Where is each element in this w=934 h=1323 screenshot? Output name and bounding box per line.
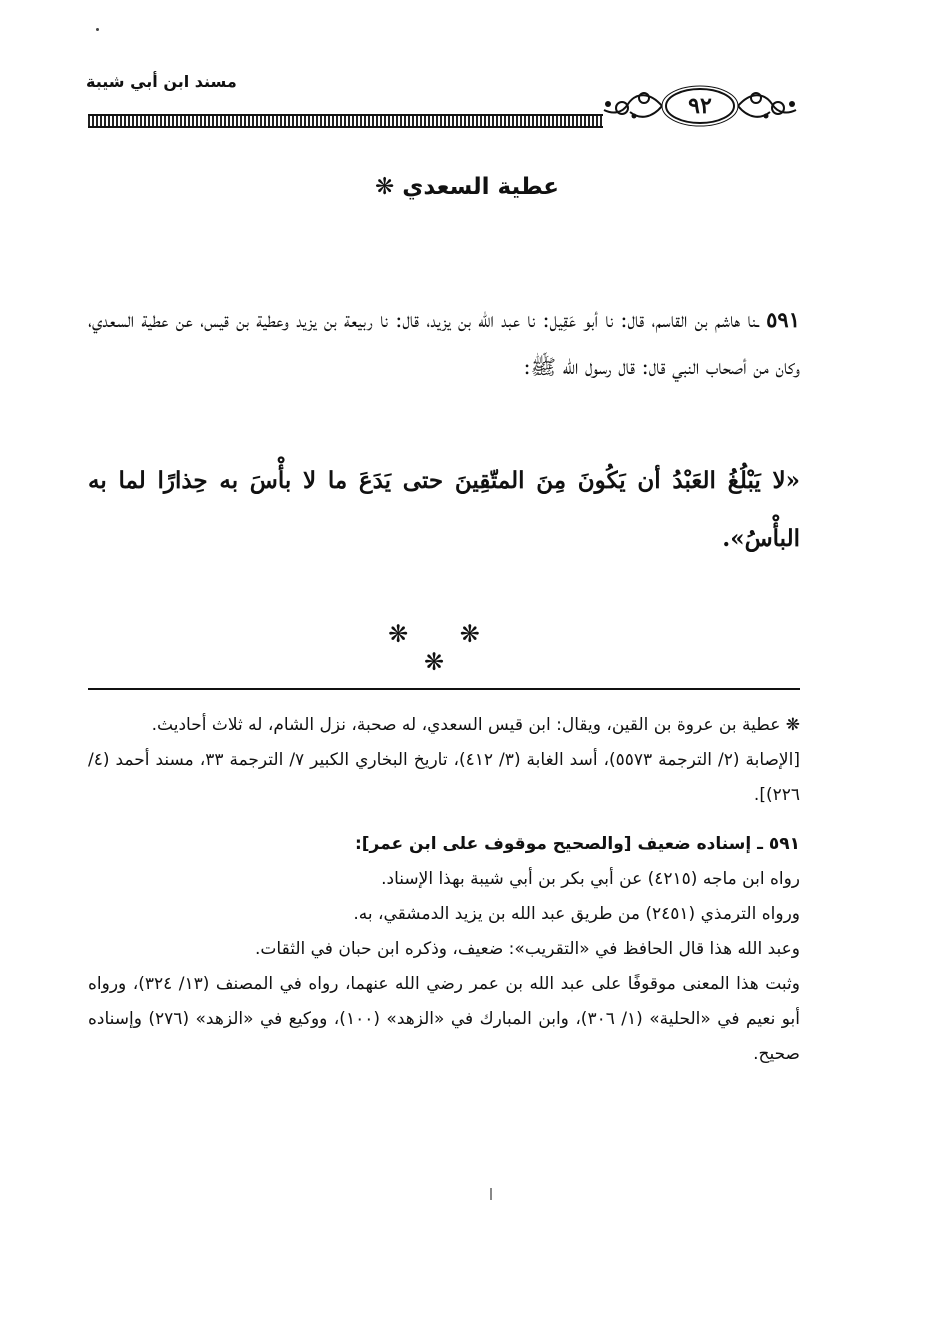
hadith-isnad-paragraph — [88, 296, 800, 391]
footnote-takhrij-title: ٥٩١ ـ إسناده ضعيف [والصحيح موقوف على ابن عمر]: — [354, 834, 800, 854]
hadith-number: ٥٩١ — [766, 307, 800, 332]
footnotes — [88, 708, 800, 1072]
scan-speck — [96, 28, 99, 31]
footnote-line: وثبت هذا المعنى موقوفًا على عبد الله بن عمر رضي الله عنهما، رواه في المصنف (١٣/ ٣٢٤)، ورواه أبو نعيم في «الحلية» (١/ ٣٠٦)، وابن المبارك في «الزهد» (١٠٠)، ووكيع في «الزهد» (٢٧٦) وإسناده صحيح. — [88, 974, 801, 1064]
hadith-isnad: ـنا هاشم بن القاسم، قال: نا أبو عَقِيل: نا عبد الله بن يزيد، قال: نا ربيعة بن يزيد وعطية بن قيس، عن عطية السعدي، وكان من أصحاب النبي قال: قال رسول الله ﷺ: — [88, 308, 800, 379]
footnote-spacer — [88, 813, 800, 827]
section-separator: ❋ ❋ ❋ — [388, 620, 502, 676]
footnote-divider — [88, 688, 800, 690]
page-number: ٩٢ — [688, 93, 712, 119]
scan-mark — [490, 1188, 492, 1200]
footnote-takhrij — [88, 827, 800, 1072]
footnote-biography — [88, 708, 800, 813]
footnote-line: ورواه الترمذي (٢٤٥١) من طريق عبد الله بن يزيد الدمشقي، به. — [353, 904, 800, 924]
header-rule — [88, 114, 603, 128]
footnote-line: وعبد الله هذا قال الحافظ في «التقريب»: ضعيف، وذكره ابن حبان في الثقات. — [255, 939, 800, 959]
footnote-line: ❋ عطية بن عروة بن القين، ويقال: ابن قيس السعدي، له صحبة، نزل الشام، له ثلاث أحاديث. — [151, 715, 800, 735]
running-header-title: مسند ابن أبي شيبة — [86, 72, 237, 91]
hadith-matn: «لا يَبْلُغُ العَبْدُ أن يَكُونَ مِنَ المتّقِينَ حتى يَدَعَ ما لا بأْسَ به حِذارًا لما به البأْسُ». — [88, 467, 800, 552]
footnote-line: [الإصابة (٢/ الترجمة ٥٥٧٣)، أسد الغابة (٣/ ٤١٢)، تاريخ البخاري الكبير ٧/ الترجمة ٣٣، مسند أحمد (٤/ ٢٢٦)]. — [88, 750, 800, 805]
footnote-line: رواه ابن ماجه (٤٢١٥) عن أبي بكر بن أبي شيبة بهذا الإسناد. — [381, 869, 800, 889]
chapter-title: عطية السعدي ❋ — [374, 174, 559, 200]
